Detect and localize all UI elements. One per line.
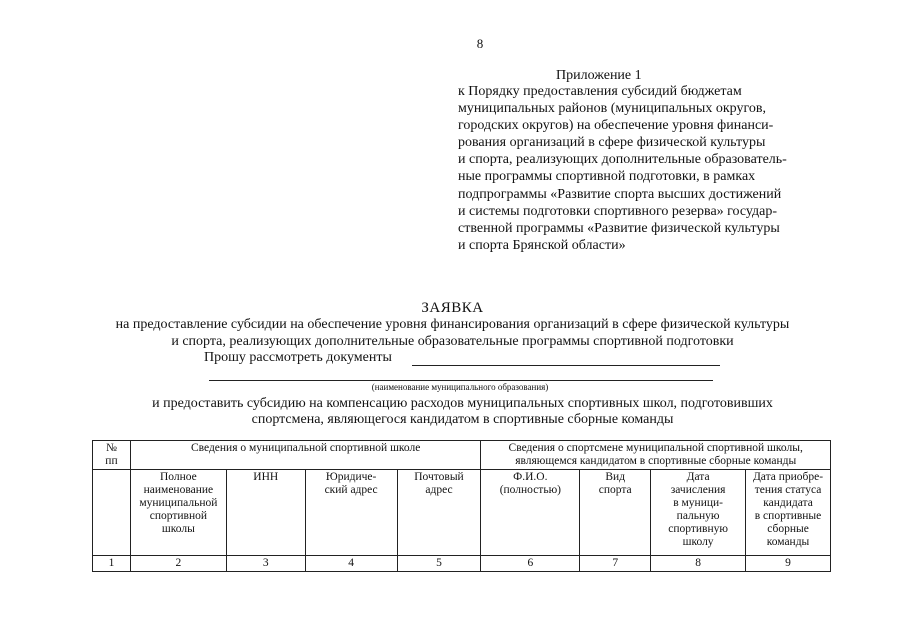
header-enrollment-date: Дата зачисления в муници- пальную спортивную школу bbox=[651, 470, 746, 556]
column-number: 9 bbox=[746, 556, 831, 572]
table-header-row-1 bbox=[93, 441, 831, 470]
header-candidate-date: Дата приобре- тения статуса кандидата в спортивные сборные команды bbox=[746, 470, 831, 556]
form-subtitle-line-1: на предоставление субсидии на обеспечение уровня финансирования организаций в сфере физической культуры bbox=[115, 317, 790, 332]
column-number: 6 bbox=[481, 556, 580, 572]
appendix-title: Приложение 1 bbox=[556, 68, 642, 83]
header-inn: ИНН bbox=[226, 470, 305, 556]
table-header-row-2 bbox=[93, 470, 831, 556]
appendix-body bbox=[458, 83, 838, 254]
request-text: Прошу рассмотреть документы bbox=[204, 350, 392, 365]
appendix-line: муниципальных районов (муниципальных округов, bbox=[458, 101, 766, 117]
appendix-line: ные программы спортивной подготовки, в рамках bbox=[458, 169, 756, 185]
page-number: 8 bbox=[476, 36, 484, 51]
form-title: ЗАЯВКА bbox=[421, 300, 484, 316]
appendix-line: к Порядку предоставления субсидий бюджетам bbox=[458, 84, 742, 99]
appendix-line: и спорта Брянской области» bbox=[458, 237, 626, 253]
appendix-line: и системы подготовки спортивного резерва» государ- bbox=[458, 203, 778, 219]
header-school-group: Сведения о муниципальной спортивной школе bbox=[130, 441, 480, 470]
appendix-line: рования организаций в сфере физической культуры bbox=[458, 135, 766, 151]
header-athlete-group: Сведения о спортсмене муниципальной спортивной школы, являющемся кандидатом в спортивные сборные команды bbox=[481, 441, 831, 470]
header-number-cont bbox=[93, 470, 131, 556]
request-continuation-line-1: и предоставить субсидию на компенсацию расходов муниципальных спортивных школ, подготовивших bbox=[152, 396, 773, 411]
municipality-caption: (наименование муниципального образования) bbox=[371, 382, 549, 392]
appendix-line: ственной программы «Развитие физической культуры bbox=[458, 220, 780, 236]
column-number: 8 bbox=[651, 556, 746, 572]
form-subtitle-line-2: и спорта, реализующих дополнительные образовательные программы спортивной подготовки bbox=[171, 334, 734, 349]
header-sport-type: Вид спорта bbox=[580, 470, 651, 556]
header-legal-address: Юридиче- ский адрес bbox=[305, 470, 397, 556]
column-number: 7 bbox=[580, 556, 651, 572]
column-number: 3 bbox=[226, 556, 305, 572]
column-number: 2 bbox=[130, 556, 226, 572]
column-number: 5 bbox=[397, 556, 481, 572]
appendix-line: и спорта, реализующих дополнительные образователь- bbox=[458, 152, 787, 168]
header-school-name: Полное наименование муниципальной спортивной школы bbox=[130, 470, 226, 556]
column-number: 1 bbox=[93, 556, 131, 572]
column-number: 4 bbox=[305, 556, 397, 572]
header-number: № пп bbox=[93, 441, 131, 470]
appendix-line: городских округов) на обеспечение уровня финанси- bbox=[458, 118, 774, 134]
header-postal-address: Почтовый адрес bbox=[397, 470, 481, 556]
header-full-name: Ф.И.О. (полностью) bbox=[481, 470, 580, 556]
request-continuation-line-2: спортсмена, являющегося кандидатом в спортивные сборные команды bbox=[251, 412, 674, 427]
municipality-blank-line[interactable] bbox=[209, 380, 713, 381]
subsidy-table bbox=[92, 440, 831, 572]
table-number-row bbox=[93, 556, 831, 572]
documents-blank-line[interactable] bbox=[412, 365, 720, 366]
appendix-line: подпрограммы «Развитие спорта высших достижений bbox=[458, 186, 782, 202]
